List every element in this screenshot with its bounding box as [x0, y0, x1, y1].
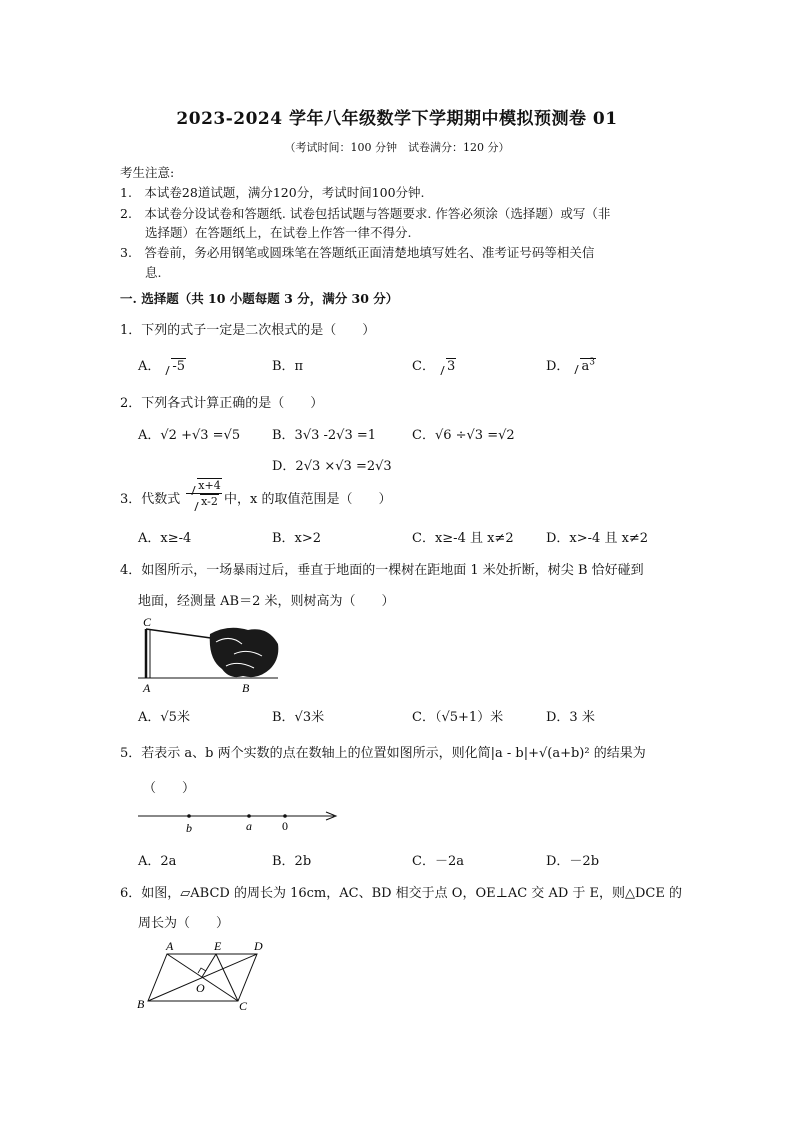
q3-option-b: B．x>2: [272, 531, 322, 546]
section-heading: 一. 选择题（共 10 小题每题 3 分，满分 30 分）: [120, 291, 399, 306]
q3-fraction: x+4 x-2: [186, 479, 222, 508]
origin-label: 0: [282, 819, 288, 833]
question-5-line1: 5．若表示 a、b 两个实数的点在数轴上的位置如图所示，则化简|a - b|+√(a+b)² 的结果为: [120, 746, 646, 761]
point-b-label: b: [186, 821, 192, 835]
q5-option-a: A．2a: [138, 854, 177, 869]
question-2-stem: 2．下列各式计算正确的是（ ）: [120, 396, 324, 411]
label-c: C: [143, 615, 152, 629]
notice-item: 2. 本试卷分设试卷和答题纸. 试卷包括试题与答题要求. 作答必须涂（选择题）或写（非: [120, 206, 611, 221]
question-1-stem: 1．下列的式子一定是二次根式的是（ ）: [120, 323, 376, 338]
vertex-a-label: A: [166, 939, 174, 953]
q2-option-b: B．3√3 -2√3 =1: [272, 428, 377, 443]
question-5-line2: （ ）: [143, 781, 196, 796]
number-line-figure: [138, 808, 343, 838]
vertex-b-label: B: [137, 997, 145, 1011]
vertex-d-label: D: [254, 939, 263, 953]
q1-option-a: A． -5: [138, 359, 186, 374]
notice-item: 1. 本试卷28道试题，满分120分，考试时间100分钟.: [120, 185, 425, 200]
parallelogram-figure: [135, 938, 275, 1016]
q2-option-d: D．2√3 ×√3 =2√3: [272, 459, 392, 474]
notice-heading: 考生注意:: [120, 165, 175, 180]
q2-option-a: A．√2 +√3 =√5: [138, 428, 241, 443]
q5-option-d: D．－2b: [546, 854, 600, 869]
q5-option-c: C．－2a: [412, 854, 464, 869]
label-b: B: [242, 681, 250, 695]
vertex-c-label: C: [239, 999, 248, 1013]
question-6-line1: 6．如图，▱ABCD 的周长为 16cm，AC、BD 相交于点 O，OE⊥AC 交 AD 于 E，则△DCE 的: [120, 886, 682, 901]
q1-option-d: D． $a^3$: [546, 357, 595, 374]
notice-item: 选择题）在答题纸上，在试卷上作答一律不得分.: [120, 225, 412, 240]
q3-option-c: C．x≥-4 且 x≠2: [412, 531, 514, 546]
q4-option-c: C．（√5+1）米: [412, 710, 504, 725]
q5-option-b: B．2b: [272, 854, 312, 869]
q1-option-b: B．π: [272, 359, 304, 374]
q4-option-a: A．√5米: [138, 710, 190, 725]
q1-option-c: C． 3: [412, 359, 456, 374]
q2-option-c: C．√6 ÷√3 =√2: [412, 428, 515, 443]
q4-option-d: D．3 米: [546, 710, 595, 725]
q3-option-a: A．x≥-4: [138, 531, 192, 546]
question-6-line2: 周长为（ ）: [138, 916, 230, 931]
q3-option-d: D．x>-4 且 x≠2: [546, 531, 649, 546]
page-title: 2023-2024 学年八年级数学下学期期中模拟预测卷 01: [176, 109, 618, 129]
notice-item: 3. 答卷前，务必用钢笔或圆珠笔在答题纸正面清楚地填写姓名、准考证号码等相关信: [120, 245, 595, 260]
point-o-label: O: [196, 981, 205, 995]
tree-figure: [138, 614, 288, 696]
page-subtitle: （考试时间：100 分钟 试卷满分：120 分）: [284, 141, 510, 154]
question-4-line1: 4．如图所示，一场暴雨过后，垂直于地面的一棵树在距地面 1 米处折断，树尖 B 恰好碰到: [120, 563, 644, 578]
question-3-stem: 3．代数式: [120, 492, 181, 507]
question-3-stem-post: 中，x 的取值范围是（ ）: [224, 492, 392, 507]
point-a-label: a: [246, 819, 252, 833]
q4-option-b: B．√3米: [272, 710, 325, 725]
notice-item: 息.: [120, 265, 162, 280]
question-4-line2: 地面，经测量 AB＝2 米，则树高为（ ）: [138, 594, 395, 609]
point-e-label: E: [214, 939, 222, 953]
label-a: A: [143, 681, 151, 695]
